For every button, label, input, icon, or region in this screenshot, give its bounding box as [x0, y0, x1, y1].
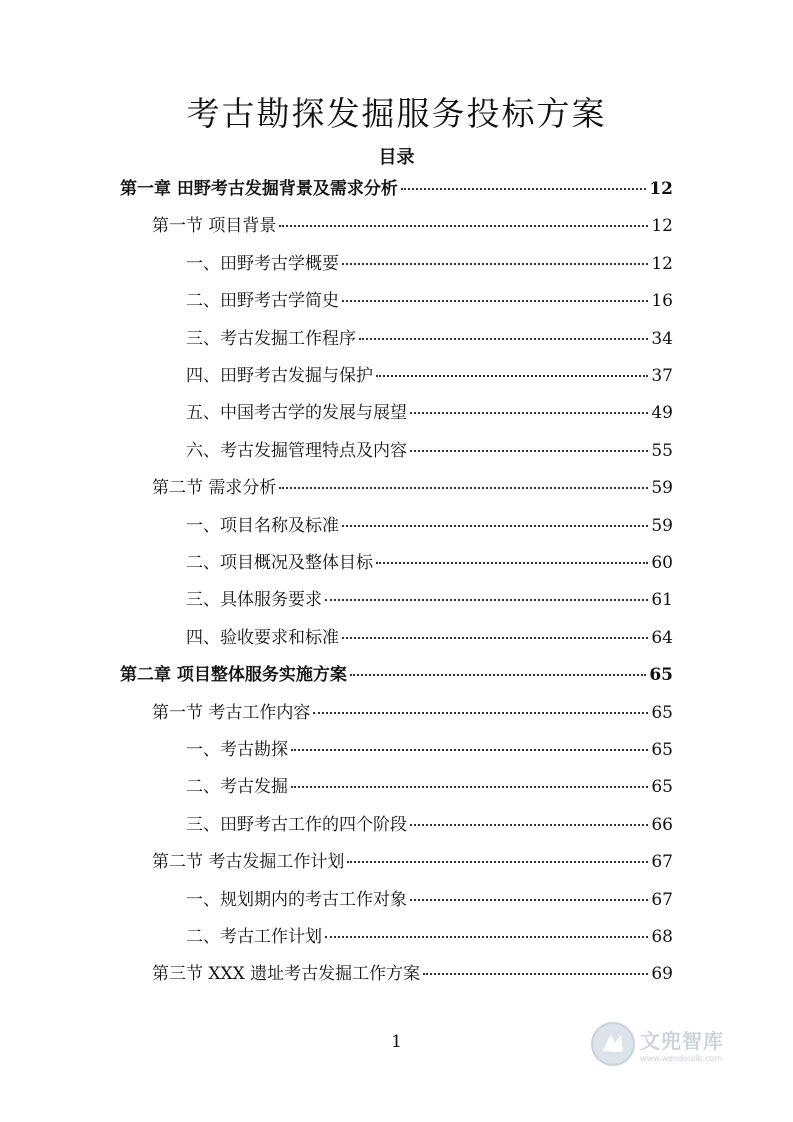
toc-entry-label: 第二章 项目整体服务实施方案: [120, 665, 347, 686]
toc-entry-item[interactable]: [186, 587, 673, 613]
toc-entry-page: 66: [651, 814, 673, 835]
toc-entry-page: 67: [651, 889, 673, 910]
watermark-logo-icon: [590, 1021, 636, 1067]
toc-entry-label: 二、项目概况及整体目标: [186, 553, 373, 573]
toc-entry-page: 69: [651, 964, 673, 985]
toc-leader-dots: [376, 562, 648, 564]
toc-leader-dots: [410, 450, 648, 452]
toc-entry-page: 12: [651, 253, 673, 274]
toc-entry-label: 一、考古勘探: [186, 740, 288, 760]
toc-leader-dots: [325, 936, 648, 938]
toc-entry-page: 55: [651, 440, 673, 461]
toc-entry-item[interactable]: [186, 924, 673, 950]
toc-leader-dots: [279, 487, 648, 489]
toc-entry-page: 61: [651, 590, 673, 611]
toc-leader-dots: [410, 824, 648, 826]
toc-entry-page: 65: [651, 702, 673, 723]
toc-entry-chapter[interactable]: [120, 662, 673, 688]
toc-entry-chapter[interactable]: [120, 176, 673, 202]
toc-entry-page: 34: [651, 328, 673, 349]
watermark: [590, 1020, 765, 1068]
toc-entry-item[interactable]: [186, 625, 673, 651]
toc-entry-page: 64: [651, 627, 673, 648]
toc-entry-page: 65: [649, 665, 673, 686]
toc-leader-dots: [342, 300, 648, 302]
toc-entry-section[interactable]: [152, 849, 673, 875]
toc-entry-section[interactable]: [152, 475, 673, 501]
toc-entry-item[interactable]: [186, 400, 673, 426]
toc-leader-dots: [342, 525, 648, 527]
toc-leader-dots: [350, 674, 646, 676]
toc-entry-page: 12: [651, 216, 673, 237]
page-number: 1: [391, 1032, 402, 1052]
toc-entry-label: 三、考古发掘工作程序: [186, 328, 356, 349]
toc-heading: 目录: [378, 147, 415, 168]
watermark-name: 文兜智库: [640, 1029, 724, 1053]
toc-entry-section[interactable]: [152, 961, 673, 987]
toc-entry-label: 二、考古工作计划: [186, 927, 322, 947]
toc-leader-dots: [342, 263, 648, 265]
document-title: 考古勘探发掘服务投标方案: [186, 94, 607, 133]
toc-entry-label: 第一节 考古工作内容: [152, 702, 311, 723]
toc-entry-label: 一、田野考古学概要: [186, 253, 339, 274]
toc-entry-item[interactable]: [186, 326, 673, 352]
toc-entry-label: 第二节 考古发掘工作计划: [152, 852, 345, 873]
toc-entry-page: 65: [651, 777, 673, 798]
watermark-url: www.wendoulib.com: [640, 1054, 723, 1063]
toc-entry-label: 一、项目名称及标准: [186, 515, 339, 536]
toc-leader-dots: [347, 861, 648, 863]
toc-entry-label: 四、田野考古发掘与保护: [186, 366, 373, 386]
toc-entry-label: 五、中国考古学的发展与展望: [186, 403, 407, 424]
toc-entry-label: 三、具体服务要求: [186, 590, 322, 611]
toc-entry-page: 37: [651, 366, 673, 386]
toc-entry-label: 第二节 需求分析: [152, 478, 277, 499]
toc-entry-item[interactable]: [186, 288, 673, 314]
toc-leader-dots: [376, 375, 648, 377]
toc-entry-page: 65: [651, 740, 673, 760]
toc-entry-page: 49: [651, 403, 673, 424]
toc-entry-section[interactable]: [152, 213, 673, 239]
toc-leader-dots: [410, 899, 648, 901]
toc-leader-dots: [279, 225, 648, 227]
toc-entry-page: 68: [651, 927, 673, 947]
toc-leader-dots: [401, 188, 646, 190]
toc-leader-dots: [359, 338, 648, 340]
toc-entry-item[interactable]: [186, 363, 673, 389]
toc-entry-item[interactable]: [186, 774, 673, 800]
toc-entry-item[interactable]: [186, 887, 673, 913]
toc-entry-page: 16: [651, 291, 673, 312]
toc-leader-dots: [325, 599, 648, 601]
toc-entry-label: 一、规划期内的考古工作对象: [186, 889, 407, 910]
toc-entry-item[interactable]: [186, 513, 673, 539]
toc-entry-label: 二、考古发掘: [186, 777, 288, 798]
toc-entry-item[interactable]: [186, 251, 673, 277]
toc-entry-label: 三、田野考古工作的四个阶段: [186, 814, 407, 835]
toc-leader-dots: [291, 786, 648, 788]
toc-entry-label: 第一章 田野考古发掘背景及需求分析: [120, 179, 398, 199]
toc-leader-dots: [410, 412, 648, 414]
toc-leader-dots: [291, 749, 648, 751]
toc-entry-page: 12: [649, 179, 673, 199]
toc-entry-page: 60: [651, 553, 673, 573]
toc-entry-page: 59: [651, 478, 673, 499]
toc-entry-item[interactable]: [186, 550, 673, 576]
toc-leader-dots: [423, 973, 648, 975]
toc-entry-item[interactable]: [186, 737, 673, 763]
toc-entry-label: 第三节 XXX 遗址考古发掘工作方案: [152, 964, 421, 985]
toc-entry-label: 二、田野考古学简史: [186, 291, 339, 312]
toc-entry-label: 六、考古发掘管理特点及内容: [186, 440, 407, 461]
toc-entry-item[interactable]: [186, 812, 673, 838]
toc-entry-label: 四、验收要求和标准: [186, 627, 339, 648]
toc-entry-page: 59: [651, 515, 673, 536]
toc-entry-section[interactable]: [152, 700, 673, 726]
toc-leader-dots: [342, 637, 648, 639]
toc-entry-item[interactable]: [186, 438, 673, 464]
toc-leader-dots: [313, 712, 648, 714]
toc-entry-label: 第一节 项目背景: [152, 216, 277, 237]
toc-entry-page: 67: [651, 852, 673, 873]
